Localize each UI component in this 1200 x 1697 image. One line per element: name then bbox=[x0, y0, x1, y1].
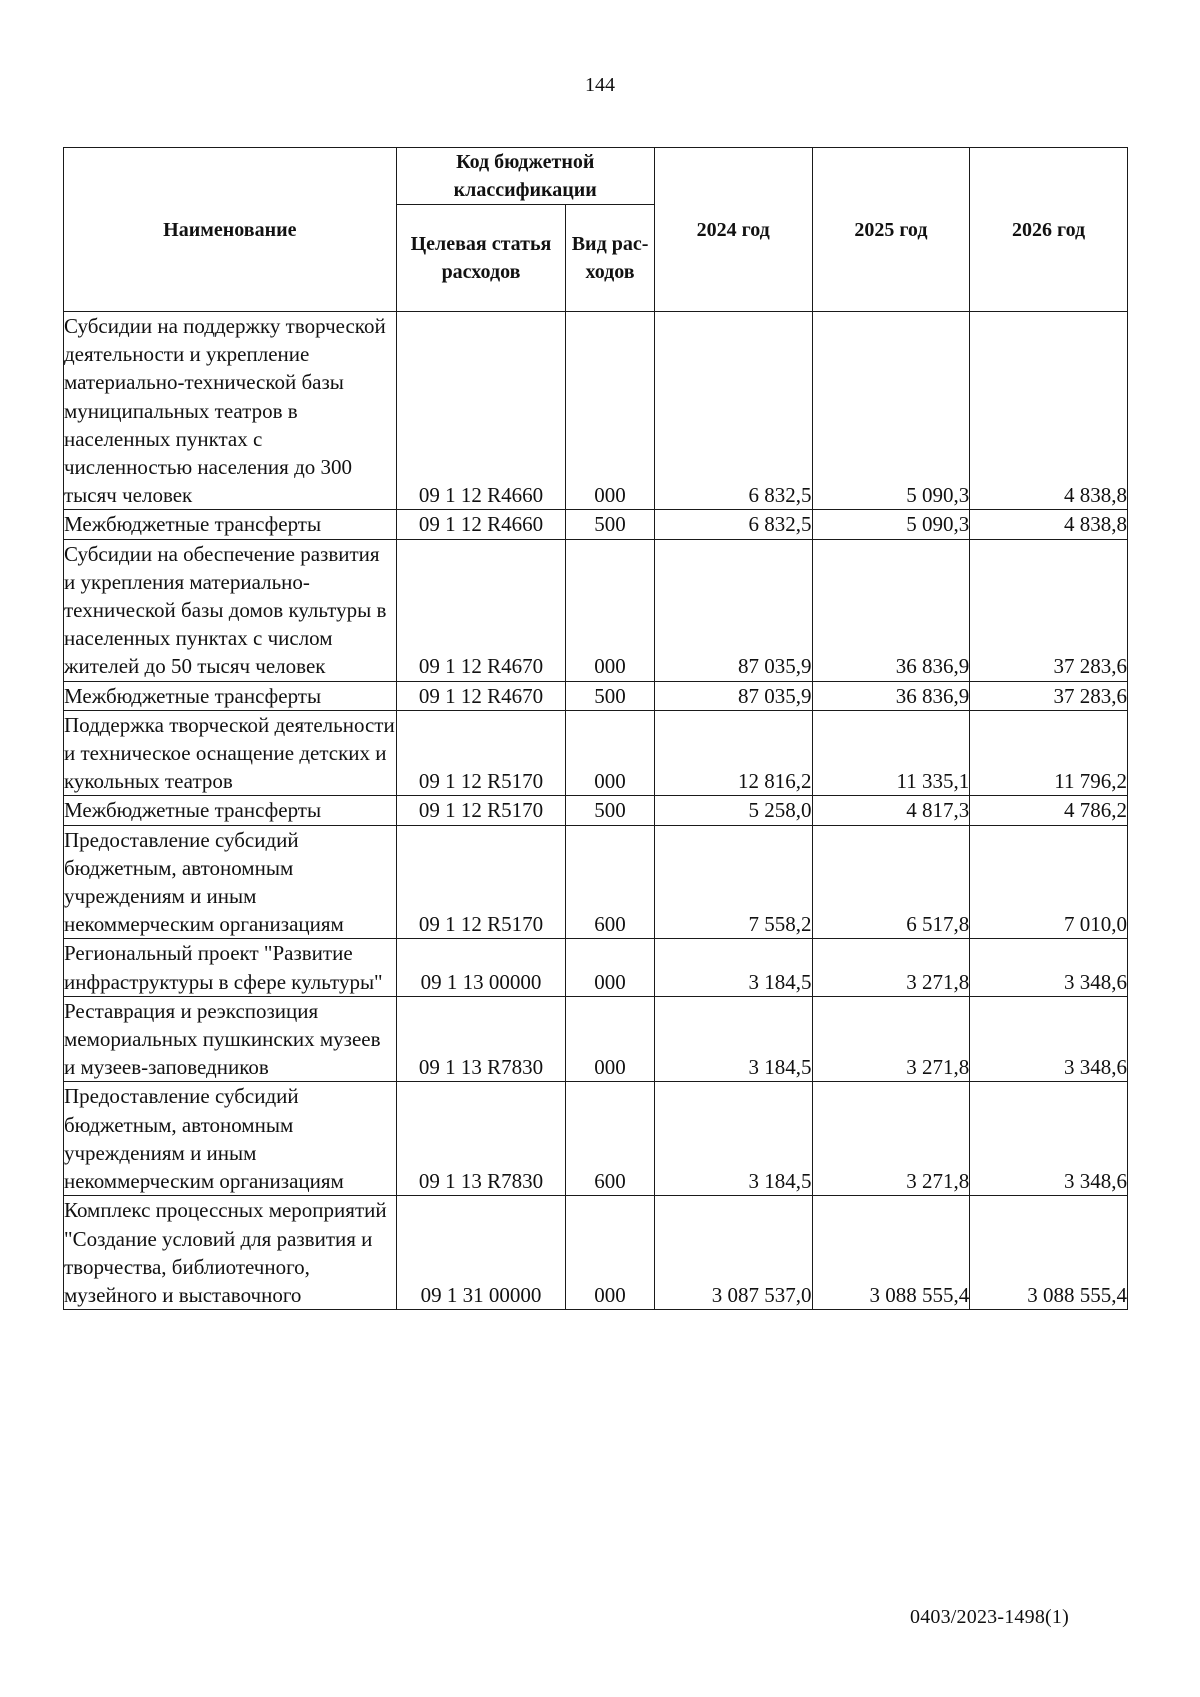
page-number: 144 bbox=[585, 74, 615, 96]
row-name-cell: Субсидии на поддержку творческой деятельности и укрепление материально-технической базы муниципальных театров в населенных пунктах с численностью населения до 300 тысяч человек bbox=[64, 312, 397, 510]
expense-type-cell: 000 bbox=[566, 312, 655, 510]
table-header bbox=[64, 148, 1128, 312]
amount-2026-cell: 3 348,6 bbox=[970, 1082, 1128, 1196]
amount-2025-cell: 5 090,3 bbox=[812, 312, 970, 510]
expense-type-cell: 000 bbox=[566, 1196, 655, 1310]
expense-type-cell: 500 bbox=[566, 796, 655, 825]
document-reference: 0403/2023-1498(1) bbox=[910, 1606, 1069, 1628]
amount-2024-cell: 87 035,9 bbox=[654, 539, 812, 681]
amount-2025-cell: 3 271,8 bbox=[812, 939, 970, 996]
row-name-cell: Комплекс процессных мероприятий "Создание условий для развития и творчества, библиотечного, музейного и выставочного bbox=[64, 1196, 397, 1310]
amount-2026-cell: 3 088 555,4 bbox=[970, 1196, 1128, 1310]
amount-2026-cell: 7 010,0 bbox=[970, 825, 1128, 939]
amount-2025-cell: 5 090,3 bbox=[812, 510, 970, 539]
row-name-cell: Межбюджетные трансферты bbox=[64, 681, 397, 710]
header-2025: 2025 год bbox=[812, 148, 970, 312]
row-name-cell: Поддержка творческой деятельности и техническое оснащение детских и кукольных театров bbox=[64, 710, 397, 796]
target-article-cell: 09 1 13 R7830 bbox=[396, 996, 566, 1082]
amount-2025-cell: 11 335,1 bbox=[812, 710, 970, 796]
target-article-cell: 09 1 12 R4670 bbox=[396, 539, 566, 681]
amount-2025-cell: 36 836,9 bbox=[812, 539, 970, 681]
amount-2024-cell: 6 832,5 bbox=[654, 510, 812, 539]
row-name-cell: Предоставление субсидий бюджетным, автономным учреждениям и иным некоммерческим организациям bbox=[64, 1082, 397, 1196]
expense-type-cell: 000 bbox=[566, 710, 655, 796]
table-row bbox=[64, 1196, 1128, 1310]
amount-2025-cell: 3 271,8 bbox=[812, 1082, 970, 1196]
amount-2026-cell: 3 348,6 bbox=[970, 939, 1128, 996]
amount-2025-cell: 3 271,8 bbox=[812, 996, 970, 1082]
expense-type-cell: 600 bbox=[566, 825, 655, 939]
target-article-cell: 09 1 13 00000 bbox=[396, 939, 566, 996]
expense-type-cell: 000 bbox=[566, 539, 655, 681]
table-row bbox=[64, 510, 1128, 539]
amount-2025-cell: 36 836,9 bbox=[812, 681, 970, 710]
table-row bbox=[64, 312, 1128, 510]
row-name-cell: Межбюджетные трансферты bbox=[64, 510, 397, 539]
target-article-cell: 09 1 12 R4660 bbox=[396, 510, 566, 539]
expense-type-cell: 600 bbox=[566, 1082, 655, 1196]
row-name-cell: Региональный проект "Развитие инфраструктуры в сфере культуры" bbox=[64, 939, 397, 996]
header-expense-type: Вид рас-ходов bbox=[566, 205, 655, 312]
expense-type-cell: 000 bbox=[566, 996, 655, 1082]
header-2026: 2026 год bbox=[970, 148, 1128, 312]
amount-2024-cell: 12 816,2 bbox=[654, 710, 812, 796]
table-row bbox=[64, 996, 1128, 1082]
target-article-cell: 09 1 12 R4670 bbox=[396, 681, 566, 710]
amount-2025-cell: 4 817,3 bbox=[812, 796, 970, 825]
amount-2025-cell: 6 517,8 bbox=[812, 825, 970, 939]
row-name-cell: Реставрация и реэкспозиция мемориальных пушкинских музеев и музеев-заповедников bbox=[64, 996, 397, 1082]
table-row bbox=[64, 710, 1128, 796]
amount-2026-cell: 37 283,6 bbox=[970, 539, 1128, 681]
amount-2026-cell: 11 796,2 bbox=[970, 710, 1128, 796]
amount-2026-cell: 4 838,8 bbox=[970, 510, 1128, 539]
amount-2024-cell: 87 035,9 bbox=[654, 681, 812, 710]
row-name-cell: Субсидии на обеспечение развития и укрепления материально-технической базы домов культуры в населенных пунктах с числом жителей до 50 тысяч человек bbox=[64, 539, 397, 681]
table-row bbox=[64, 1082, 1128, 1196]
header-2024: 2024 год bbox=[654, 148, 812, 312]
target-article-cell: 09 1 13 R7830 bbox=[396, 1082, 566, 1196]
amount-2024-cell: 5 258,0 bbox=[654, 796, 812, 825]
header-target-article: Целевая статья расходов bbox=[396, 205, 566, 312]
amount-2026-cell: 3 348,6 bbox=[970, 996, 1128, 1082]
row-name-cell: Межбюджетные трансферты bbox=[64, 796, 397, 825]
amount-2024-cell: 3 184,5 bbox=[654, 1082, 812, 1196]
table-row bbox=[64, 939, 1128, 996]
target-article-cell: 09 1 12 R4660 bbox=[396, 312, 566, 510]
header-kod-group: Код бюджетной классификации bbox=[396, 148, 654, 205]
header-name: Наименование bbox=[64, 148, 397, 312]
amount-2026-cell: 4 786,2 bbox=[970, 796, 1128, 825]
target-article-cell: 09 1 12 R5170 bbox=[396, 825, 566, 939]
budget-table bbox=[63, 147, 1128, 1310]
expense-type-cell: 500 bbox=[566, 681, 655, 710]
expense-type-cell: 000 bbox=[566, 939, 655, 996]
expense-type-cell: 500 bbox=[566, 510, 655, 539]
amount-2025-cell: 3 088 555,4 bbox=[812, 1196, 970, 1310]
row-name-cell: Предоставление субсидий бюджетным, автономным учреждениям и иным некоммерческим организациям bbox=[64, 825, 397, 939]
table-row bbox=[64, 825, 1128, 939]
target-article-cell: 09 1 12 R5170 bbox=[396, 710, 566, 796]
table-row bbox=[64, 539, 1128, 681]
table-body bbox=[64, 312, 1128, 1310]
amount-2024-cell: 3 184,5 bbox=[654, 939, 812, 996]
table-row bbox=[64, 796, 1128, 825]
amount-2026-cell: 4 838,8 bbox=[970, 312, 1128, 510]
amount-2024-cell: 3 184,5 bbox=[654, 996, 812, 1082]
amount-2024-cell: 7 558,2 bbox=[654, 825, 812, 939]
target-article-cell: 09 1 31 00000 bbox=[396, 1196, 566, 1310]
table-row bbox=[64, 681, 1128, 710]
amount-2026-cell: 37 283,6 bbox=[970, 681, 1128, 710]
target-article-cell: 09 1 12 R5170 bbox=[396, 796, 566, 825]
amount-2024-cell: 3 087 537,0 bbox=[654, 1196, 812, 1310]
amount-2024-cell: 6 832,5 bbox=[654, 312, 812, 510]
